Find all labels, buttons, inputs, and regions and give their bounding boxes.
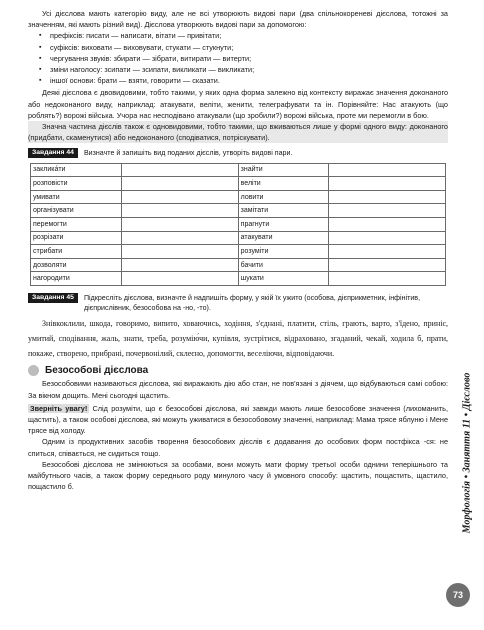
task-44-instruction: Визначте й запишіть вид поданих дієслів, утворіть видові пари. — [83, 149, 293, 158]
table-row — [31, 204, 446, 218]
note-text: Слід розуміти, що є безособові дієслова, які завжди мають лише безособове значення (лихоманить, щастить), а також особові дієслова, які можуть уживатися в безособовому значенні, наприклад: Мама трясе яблуню і Мене трясе від холоду. — [28, 403, 449, 436]
section-title: Безособові дієслова — [45, 365, 149, 377]
task-44-badge: Завдання 44 — [28, 148, 78, 158]
answer-cell[interactable] — [329, 258, 446, 272]
verb-cell: веліти — [238, 177, 329, 191]
verb-cell: розуміти — [238, 245, 329, 259]
verb-cell: стрибати — [31, 245, 122, 259]
bullet-sound-alternation: ▪ чергування звуків: збирати — зібрати, витирати — витерти; — [28, 53, 448, 64]
note-badge: Зверніть увагу! — [30, 403, 88, 413]
bullet-other-stem: ▪ іншої основи: брати — взяти, говорити — сказати. — [28, 75, 448, 86]
answer-cell[interactable] — [122, 231, 239, 245]
verb-pairs-table — [30, 163, 446, 286]
answer-cell[interactable] — [329, 272, 446, 286]
sidebar-running-title — [456, 318, 478, 588]
answer-cell[interactable] — [122, 177, 239, 191]
answer-cell[interactable] — [329, 218, 446, 232]
answer-cell[interactable] — [122, 218, 239, 232]
verb-cell: ловити — [238, 190, 329, 204]
answer-cell[interactable] — [329, 190, 446, 204]
verb-cell: шукати — [238, 272, 329, 286]
verb-cell: розрізати — [31, 231, 122, 245]
verb-cell: організувати — [31, 204, 122, 218]
answer-cell[interactable] — [329, 245, 446, 259]
table-row — [31, 218, 446, 232]
answer-cell[interactable] — [122, 163, 239, 177]
task-44-header — [28, 148, 448, 158]
table-row — [31, 177, 446, 191]
verb-cell: атакувати — [238, 231, 329, 245]
section-paragraph-1: Безособовими називаються дієслова, які виражають дію або стан, не пов'язані з діячем, що відбуваються самі собою: За вікном дощить. Мені сьогодні щастить. — [28, 379, 448, 400]
intro-paragraph-1: Усі дієслова мають категорію виду, але не всі утворюють видові пари (два спільнокореневі дієслова, тотожні за значенням, які мають різний вид). Дієслова утворюють видові пари за допомогою: — [28, 9, 448, 30]
verb-cell: бачити — [238, 258, 329, 272]
task-45-badge: Завдання 45 — [28, 293, 78, 303]
circle-bullet-icon — [28, 365, 39, 376]
table-row — [31, 245, 446, 259]
section-paragraph-4: Безособові дієслова не змінюються за особами, вони можуть мати форму третьої особи однини теперішнього та майбутнього часів, а також форму середнього роду минулого часу й умовного способу: щастить, пощастить, щастило, пощастило б. — [28, 459, 448, 492]
task-45-instruction: Підкресліть дієслова, визначте й надпишіть форму, у якій їх ужито (особова, дієприкметник, інфінітив, дієприслівник, безособова на -но, -то). — [83, 293, 421, 313]
verb-cell: умивати — [31, 190, 122, 204]
task-45-words: Знівкоклили, шкода, говоримо, випито, ховаючись, ходіння, з'єднані, платити, стіль, грають, варто, з'їдено, приніс, умитий, сподівання, жаль, знати, треба, розумію́чи, купівля, зустрітися, відраховано, згаданий, чекай, ходила б, прати, покаже, створено, прибрані, почервонілий, склеєно, допомогти, веселіючи, відповідаючи. — [28, 319, 448, 358]
intro-paragraph-3: Значна частина дієслів також є одновидовими, тобто такими, що вживаються лише у формі одного виду: доконаного (придбати, скаменутися) або недоконаного (сподіватися, потріскувати). — [28, 122, 448, 143]
answer-cell[interactable] — [329, 204, 446, 218]
verb-cell: перемогти — [31, 218, 122, 232]
verb-cell: розповісти — [31, 177, 122, 191]
verb-cell: нагородити — [31, 272, 122, 286]
sidebar-text: Морфологія • Заняття 11 • Дієслово — [461, 372, 473, 534]
bullet-prefixes: ▪ префіксів: писати — написати, вітати — привітати; — [28, 30, 448, 41]
task-45-header — [28, 293, 448, 313]
answer-cell[interactable] — [122, 204, 239, 218]
section-paragraph-2 — [28, 403, 448, 437]
verb-cell: прагнути — [238, 218, 329, 232]
verb-cell: дозволяти — [31, 258, 122, 272]
page-content — [28, 8, 448, 492]
answer-cell[interactable] — [329, 163, 446, 177]
verb-cell: замітати — [238, 204, 329, 218]
bullet-stress-change: ▪ зміни наголосу: зсипати — зсипати, викликати — викликати; — [28, 64, 448, 75]
table-row — [31, 163, 446, 177]
page-number: 73 — [446, 583, 470, 607]
answer-cell[interactable] — [122, 272, 239, 286]
answer-cell[interactable] — [122, 245, 239, 259]
verb-cell: знайти — [238, 163, 329, 177]
bullet-list — [28, 30, 448, 86]
table-row — [31, 258, 446, 272]
answer-cell[interactable] — [329, 231, 446, 245]
table-row — [31, 272, 446, 286]
section-paragraph-3: Одним із продуктивних засобів творення безособових дієслів є додавання до особових форм постфікса -ся: не спиться, співається, не сидиться тощо. — [28, 437, 448, 458]
intro-paragraph-2: Деякі дієслова є двовидовими, тобто такими, у яких одна форма залежно від контексту виражає значення доконаного або недоконаного виду, наприклад: атакувати, веліти, женити, телеграфувати та ін. Порівняйте: Нас атакують (що роблять?) ворожі війська. Учора нас несподівано атакували (що зробили?) ворожі війська, проте ми перемогли в бою. — [28, 88, 448, 120]
table-row — [31, 231, 446, 245]
answer-cell[interactable] — [122, 258, 239, 272]
verb-cell: заклика́ти — [31, 163, 122, 177]
section-heading — [28, 365, 448, 376]
bullet-suffixes: ▪ суфіксів: виховати — виховувати, стукати — стукнути; — [28, 42, 448, 53]
answer-cell[interactable] — [329, 177, 446, 191]
answer-cell[interactable] — [122, 190, 239, 204]
table-row — [31, 190, 446, 204]
